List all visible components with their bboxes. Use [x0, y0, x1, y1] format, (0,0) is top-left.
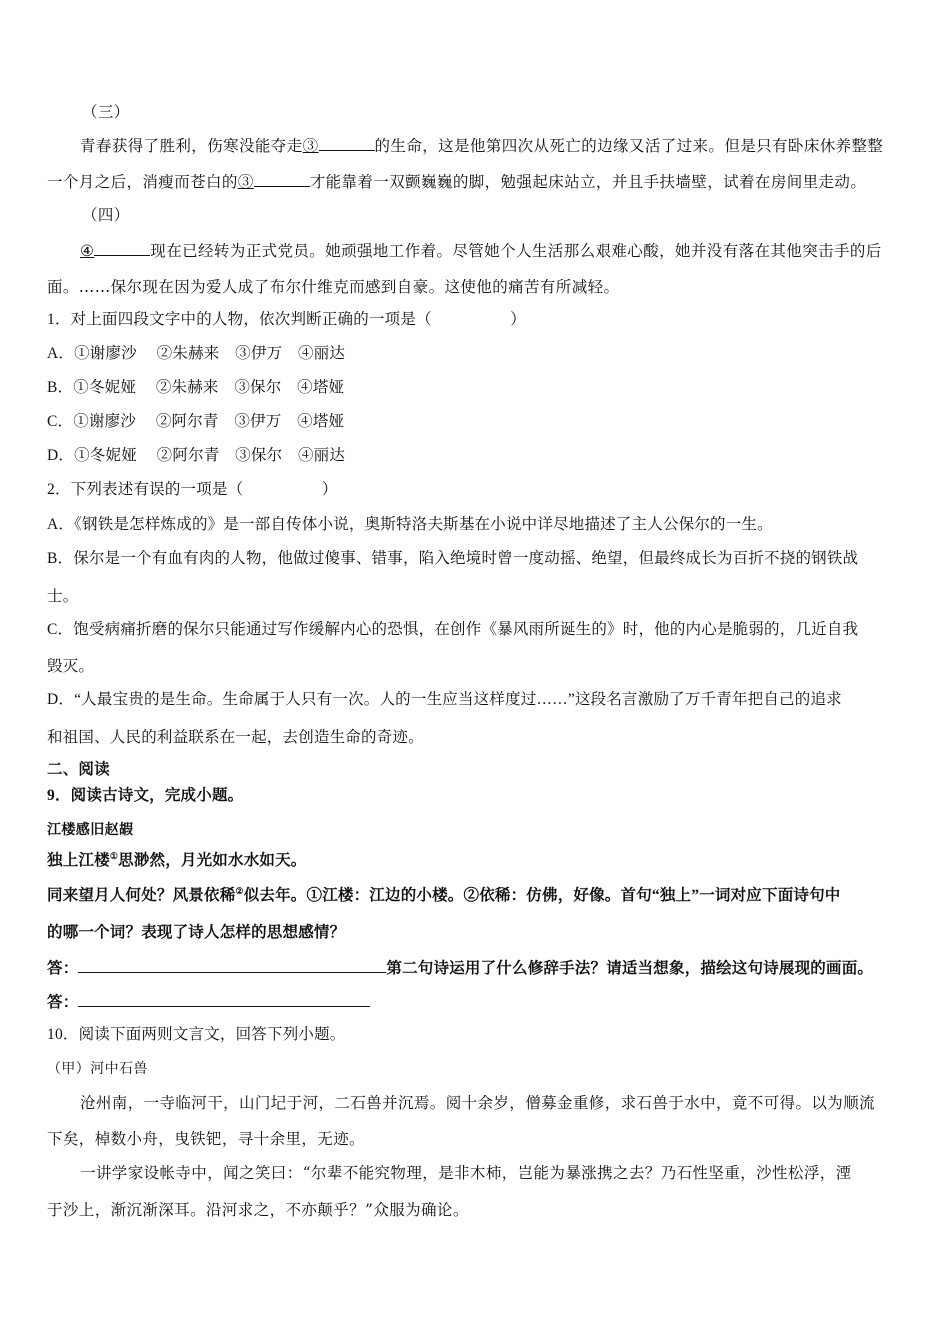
- text-jia-p2-line1: 一讲学家设帐寺中，闻之笑曰：“尔辈不能究物理，是非木柿，岂能为暴涨携之去？乃石性坚重，沙性松浮，湮: [80, 1164, 852, 1182]
- blank-mark-3b: ③: [237, 173, 254, 191]
- part3-line-2: [47, 170, 907, 193]
- poem-title: 江楼感旧赵嘏: [47, 822, 134, 838]
- q1-option-c: C．①谢廖沙 ②阿尔青 ③伊万 ④塔娅: [47, 413, 345, 430]
- q1-option-a: A．①谢廖沙 ②朱赫来 ③伊万 ④丽达: [47, 345, 346, 362]
- q2-option-b-line1: B．保尔是一个有血有肉的人物，他做过傻事、错事，陷入绝境时曾一度动摇、绝望，但最终成长为百折不挠的钢铁战: [47, 550, 859, 567]
- q1-option-d: D．①冬妮娅 ②阿尔青 ③保尔 ④丽达: [47, 447, 346, 464]
- part3-heading: （三）: [82, 103, 130, 121]
- blank-mark-4: ④: [80, 242, 95, 260]
- text: 青春获得了胜利，伤寒没能夺走: [80, 137, 303, 155]
- footnote-mark-2: ②: [235, 885, 244, 896]
- answer-label: 答：: [47, 960, 79, 977]
- q9-stem: 9．阅读古诗文，完成小题。: [47, 787, 244, 804]
- fill-blank: [319, 134, 375, 151]
- q9-answer-line-1: [47, 956, 907, 980]
- footnote-mark-1: ①: [109, 850, 119, 861]
- q2-option-d-line1: D．“人最宝贵的是生命。生命属于人只有一次。人的一生应当这样度过……”这段名言激励了万千青年把自己的追求: [47, 691, 842, 708]
- q9-question-1-cont: 的哪一个词？表现了诗人怎样的思想感情？: [47, 924, 346, 941]
- text: 独上江楼: [47, 852, 110, 869]
- text: 才能靠着一双颤巍巍的脚，勉强起床站立，并且手扶墙壁，试着在房间里走动。: [309, 173, 867, 191]
- q1-stem: 1．对上面四段文字中的人物，依次判断正确的一项是（ ）: [47, 311, 526, 328]
- text: 思渺然，月光如水水如天。: [118, 852, 307, 869]
- answer-blank-1[interactable]: [78, 956, 386, 973]
- text-jia-p2-line2: 于沙上，渐沉渐深耳。沿河求之，不亦颠乎？”众服为确论。: [47, 1201, 469, 1219]
- q2-option-b-line2: 士。: [47, 588, 79, 605]
- section-heading-reading: 二、阅读: [47, 761, 110, 778]
- q1-option-b: B．①冬妮娅 ②朱赫来 ③保尔 ④塔娅: [47, 379, 345, 396]
- text: 现在已经转为正式党员。她顽强地工作着。尽管她个人生活那么艰难心酸，她并没有落在其他突击手的后: [150, 242, 882, 260]
- q2-option-c-line1: C．饱受病痛折磨的保尔只能通过写作缓解内心的恐惧，在创作《暴风雨所诞生的》时，他的内心是脆弱的，几近自我: [47, 621, 859, 638]
- part4-line-1: [80, 239, 907, 262]
- q2-option-c-line2: 毁灭。: [47, 658, 95, 675]
- text: 一个月之后，消瘦而苍白的: [47, 173, 238, 191]
- text: 似去年。①江楼：江边的小楼。②依稀：仿佛，好像。首句“独上”一词对应下面诗句中: [243, 887, 841, 904]
- q2-option-a: A．《钢铁是怎样炼成的》是一部自传体小说，奥斯特洛夫斯基在小说中详尽地描述了主人公保尔的一生。: [47, 516, 773, 533]
- part4-heading: （四）: [82, 206, 130, 224]
- poem-line-2: [47, 885, 907, 907]
- text: 第二句诗运用了什么修辞手法？请适当想象，描绘这句诗展现的画面。: [386, 960, 874, 977]
- q9-answer-line-2: [47, 990, 907, 1014]
- q2-option-d-line2: 和祖国、人民的利益联系在一起，去创造生命的奇迹。: [47, 729, 424, 746]
- text-jia-p1-line2: 下矣，棹数小舟，曳铁钯，寻十余里，无迹。: [47, 1130, 366, 1148]
- fill-blank: [254, 170, 310, 187]
- part4-line-2: 面。……保尔现在因为爱人成了布尔什维克而感到自豪。这使他的痛苦有所减轻。: [47, 278, 620, 296]
- text: 的生命，这是他第四次从死亡的边缘又活了过来。但是只有卧床休养整整: [374, 137, 884, 155]
- fill-blank: [94, 239, 150, 256]
- part3-line-1: [80, 134, 907, 157]
- answer-blank-2[interactable]: [78, 990, 370, 1007]
- answer-label: 答：: [47, 994, 79, 1011]
- q2-stem: 2．下列表述有误的一项是（ ）: [47, 481, 338, 498]
- poem-line-1: [47, 850, 907, 872]
- text: 同来望月人何处？风景依稀: [47, 887, 236, 904]
- text-jia-title: （甲）河中石兽: [47, 1061, 148, 1077]
- blank-mark-3: ③: [302, 137, 319, 155]
- text-jia-p1-line1: 沧州南，一寺临河干，山门圮于河，二石兽并沉焉。阅十余岁，僧募金重修，求石兽于水中，竟不可得。以为顺流: [80, 1094, 876, 1112]
- q10-stem: 10．阅读下面两则文言文，回答下列小题。: [47, 1026, 346, 1043]
